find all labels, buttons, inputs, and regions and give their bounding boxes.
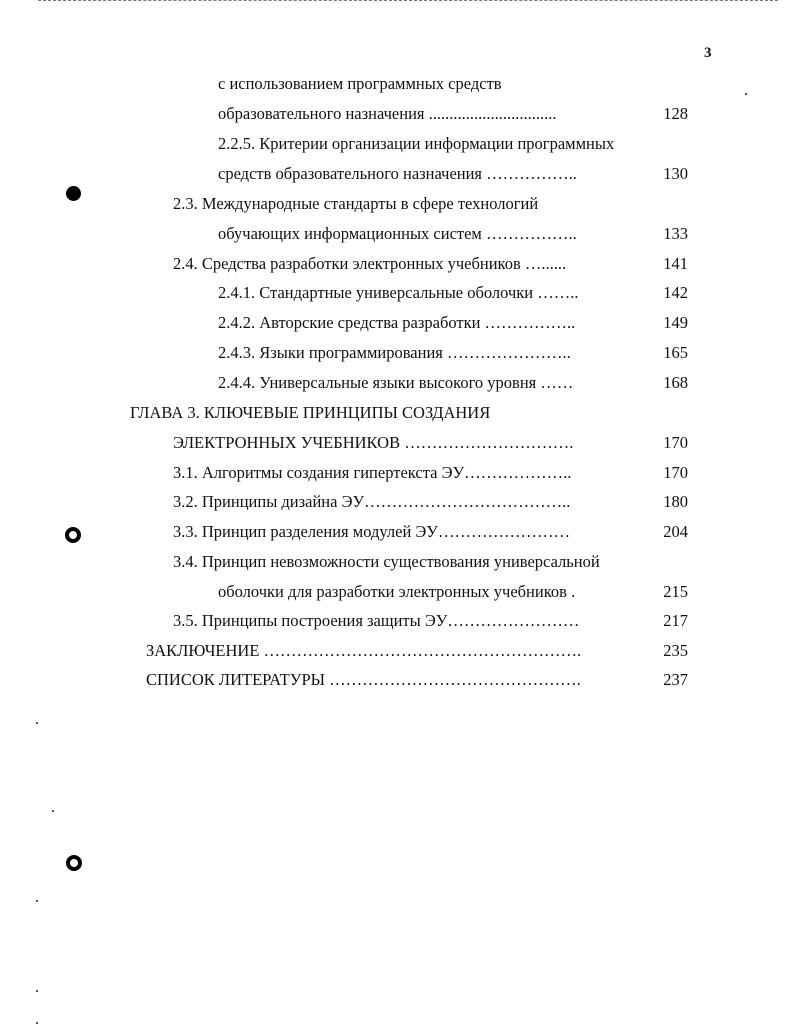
toc-entry-text: 3.3. Принцип разделения модулей ЭУ……………………: [173, 522, 570, 541]
toc-entry-text: ЭЛЕКТРОННЫХ УЧЕБНИКОВ ………………………….: [173, 433, 574, 452]
scan-speck: [36, 722, 38, 724]
toc-entry-text: обучающих информационных систем ……………..: [218, 224, 577, 243]
toc-entry-text: 3.2. Принципы дизайна ЭУ………………………………..: [173, 492, 571, 511]
toc-entry-text: 2.2.5. Критерии организации информации программных: [218, 134, 615, 153]
toc-entry-text: 3.4. Принцип невозможности существования универсальной: [173, 552, 600, 571]
toc-entry-page: 235: [663, 641, 688, 660]
scan-speck: [36, 900, 38, 902]
toc-entry-text: ЗАКЛЮЧЕНИЕ ………………………………………………….: [146, 641, 582, 660]
scan-speck: [52, 810, 54, 812]
toc-entry-text: 2.4. Средства разработки электронных учебников …......: [173, 254, 567, 273]
punch-hole-icon: [66, 855, 82, 871]
punch-hole-icon: [66, 186, 81, 201]
toc-entry-page: 165: [663, 343, 688, 362]
toc-entry-page: 170: [663, 463, 688, 482]
toc-entry-text: СПИСОК ЛИТЕРАТУРЫ ……………………………………….: [146, 670, 581, 689]
toc-entry-text: 2.4.2. Авторские средства разработки ……………..: [218, 313, 576, 332]
toc-entry-page: 180: [663, 492, 688, 511]
scan-speck: [36, 990, 38, 992]
toc-entry-page: 215: [663, 582, 688, 601]
toc-entry-text: оболочки для разработки электронных учебников .: [218, 582, 576, 601]
toc-entry-text: 2.4.4. Универсальные языки высокого уровня ……: [218, 373, 574, 392]
punch-hole-icon: [65, 527, 81, 543]
scan-speck: [36, 1022, 38, 1024]
toc-entry-page: 141: [663, 254, 688, 273]
toc-entry-page: 149: [663, 313, 688, 332]
toc-entry-page: 217: [663, 611, 688, 630]
toc-chapter-heading: ГЛАВА 3. КЛЮЧЕВЫЕ ПРИНЦИПЫ СОЗДАНИЯ: [130, 403, 491, 422]
toc-entry-page: 237: [663, 670, 688, 689]
toc-entry-text: с использованием программных средств: [218, 74, 502, 93]
toc-entry-text: 2.3. Международные стандарты в сфере технологий: [173, 194, 539, 213]
toc-entry-page: 142: [663, 283, 688, 302]
toc-entry-page: 170: [663, 433, 688, 452]
top-scan-edge: [38, 0, 778, 3]
toc-entry-text: средств образовательного назначения ……………..: [218, 164, 577, 183]
toc-entry-page: 128: [663, 104, 688, 123]
toc-entry-page: 130: [663, 164, 688, 183]
toc-entry-text: 2.4.1. Стандартные универсальные оболочки ……..: [218, 283, 579, 302]
toc-entry-text: образовательного назначения ...............................: [218, 104, 557, 123]
page-number: 3: [704, 45, 712, 61]
toc-entry-text: 3.5. Принципы построения защиты ЭУ……………………: [173, 611, 580, 630]
toc-entry-page: 204: [663, 522, 688, 541]
toc-entry-page: 133: [663, 224, 688, 243]
toc-entry-text: 3.1. Алгоритмы создания гипертекста ЭУ………………..: [173, 463, 572, 482]
toc-entry-page: 168: [663, 373, 688, 392]
scan-speck: [745, 93, 747, 95]
toc-entry-text: 2.4.3. Языки программирования …………………..: [218, 343, 571, 362]
